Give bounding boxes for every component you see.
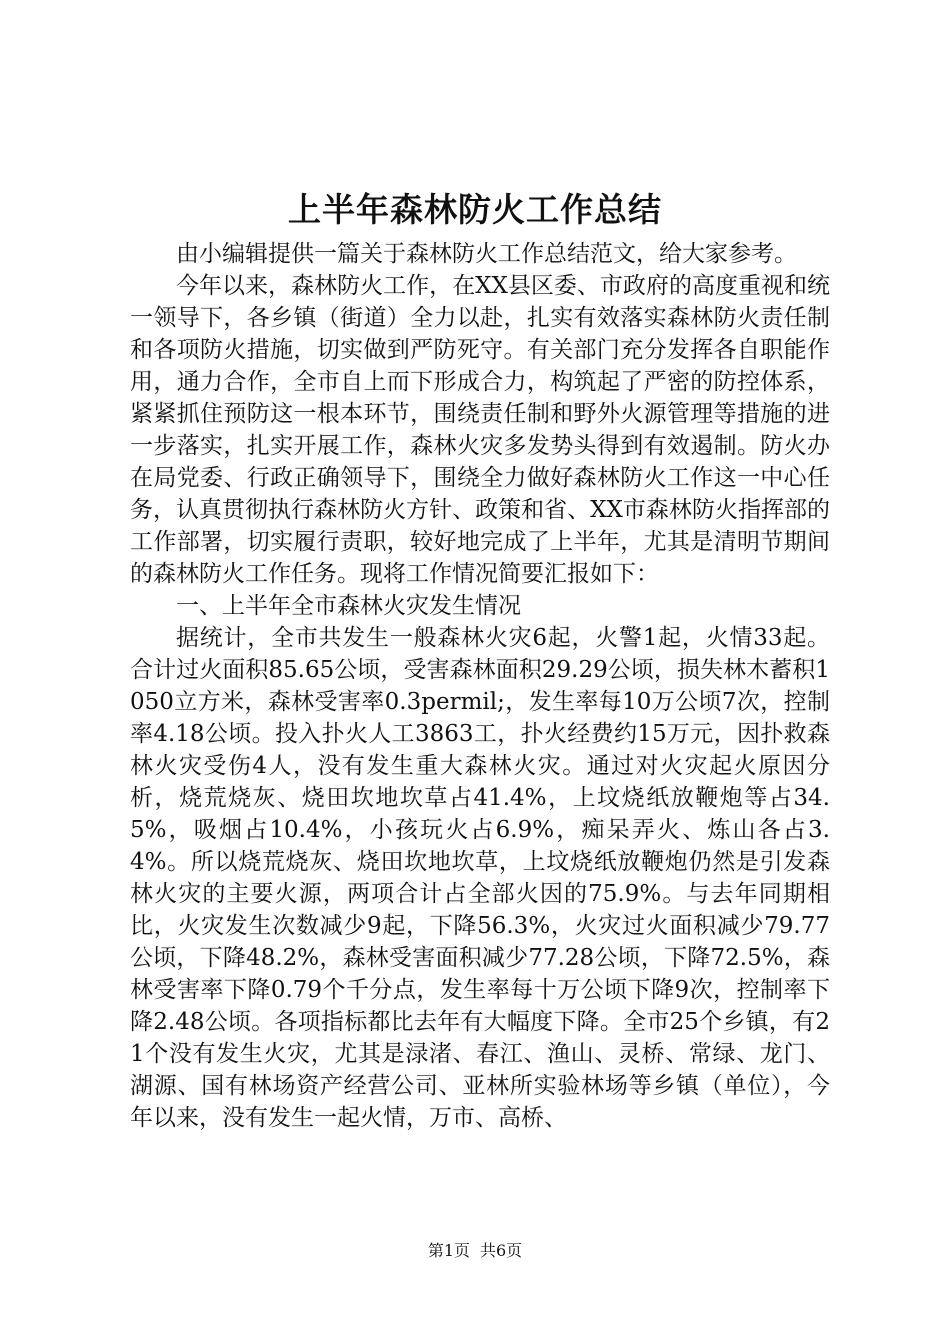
- paragraph-overview: 今年以来，森林防火工作，在XX县区委、市政府的高度重视和统一领导下，各乡镇（街道）全力以赴，扎实有效落实森林防火责任制和各项防火措施，切实做到严防死守。有关部门充分发挥各自职能作用，通力合作，全市自上而下形成合力，构筑起了严密的防控体系，紧紧抓住预防这一根本环节，围绕责任制和野外火源管理等措施的进一步落实，扎实开展工作，森林火灾多发势头得到有效遏制。防火办在局党委、行政正确领导下，围绕全力做好森林防火工作这一中心任务，认真贯彻执行森林防火方针、政策和省、XX市森林防火指挥部的工作部署，切实履行责职，较好地完成了上半年，尤其是清明节期间的森林防火工作任务。现将工作情况简要汇报如下：: [130, 273, 830, 587]
- page-footer: [0, 1240, 950, 1262]
- section-heading: 一、上半年全市森林火灾发生情况: [176, 593, 521, 619]
- page-number: 第1页: [427, 1241, 470, 1260]
- paragraph-statistics: 据统计，全市共发生一般森林火灾6起，火警1起，火情33起。合计过火面积85.65公顷，受害森林面积29.29公顷，损失林木蓄积1050立方米，森林受害率0.3permil;，发生率每10万公顷7次，控制率4.18公顷。投入扑火人工3863工，扑火经费约15万元，因扑救森林火灾受伤4人，没有发生重大森林火灾。通过对火灾起火原因分析，烧荒烧灰、烧田坎地坎草占41.4%，上坟烧纸放鞭炮等占34.5%，吸烟占10.4%，小孩玩火占6.9%，痴呆弄火、炼山各占3.4%。所以烧荒烧灰、烧田坎地坎草，上坟烧纸放鞭炮仍然是引发森林火灾的主要火源，两项合计占全部火因的75.9%。与去年同期相比，火灾发生次数减少9起，下降56.3%，火灾过火面积减少79.77公顷，下降48.2%，森林受害面积减少77.28公顷，下降72.5%，森林受害率下降0.79个千分点，发生率每十万公顷下降9次，控制率下降2.48公顷。各项指标都比去年有大幅度下降。全市25个乡镇，有21个没有发生火灾，尤其是渌渚、春江、渔山、灵桥、常绿、龙门、湖源、国有林场资产经营公司、亚林所实验林场等乡镇（单位），今年以来，没有发生一起火情，万市、高桥、: [130, 625, 830, 1131]
- document-title: 上半年森林防火工作总结: [288, 190, 662, 229]
- document-body: [130, 238, 830, 1134]
- paragraph-intro: 由小编辑提供一篇关于森林防火工作总结范文，给大家参考。: [176, 241, 797, 267]
- page-total: 共6页: [480, 1241, 523, 1260]
